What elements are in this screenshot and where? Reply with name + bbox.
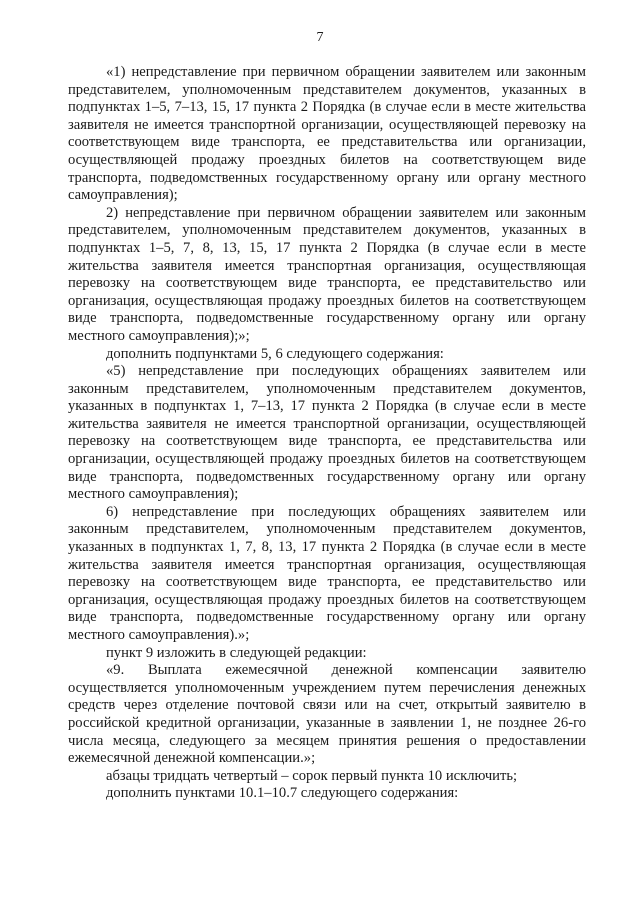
page-number: 7 [316,30,324,45]
paragraph-item-9: «9. Выплата ежемесячной денежной компенсации заявителю осуществляется уполномоченным учреждением путем перечисления денежных средств через отделение почтовой связи или на счет, открытый заявителю в российской кредитной организации, указанные в заявлении 1, не позднее 26-го числа месяца, следующего за месяцем принятия решения о предоставлении ежемесячной денежной компенсации.»; [68,662,586,767]
paragraph-subitem-5: «5) непредставление при последующих обращениях заявителем или законным представителем, уполномоченным представителем документов, указанных в подпунктах 1, 7–13, 17 пункта 2 Порядка (в случае если в месте жительства заявителя не имеется транспортной организации, осуществляющей перевозку на соответствующем виде транспорта, ее представительства или организации, осуществляющей продажу проездных билетов на соответствующем виде транспорта, подведомственных государственному органу или органу местного самоуправления); [68,363,586,503]
paragraph-instruction-item-9: пункт 9 изложить в следующей редакции: [106,644,367,661]
paragraph-subitem-6: 6) непредставление при последующих обращениях заявителем или законным представителем, уполномоченным представителем документов, указанных в подпунктах 1, 7, 8, 13, 17 пункта 2 Порядка (в случае если в месте жительства заявителя имеется транспортная организация, осуществляющая перевозку на соответствующем виде транспорта, ее представительство или организация, осуществляющая продажу проездных билетов на соответствующем виде транспорта, подведомственные государственному органу или органу местного самоуправления).»; [68,503,586,643]
paragraph-instruction-exclude: абзацы тридцать четвертый – сорок первый пункта 10 исключить; [106,767,518,784]
paragraph-subitem-2: 2) непредставление при первичном обращении заявителем или законным представителем, уполномоченным представителем документов, указанных в подпунктах 1–5, 7, 8, 13, 15, 17 пункта 2 Порядка (в случае если в месте жительства заявителя имеется транспортная организация, осуществляющая перевозку на соответствующем виде транспорта, ее представительство или организация, осуществляющая продажу проездных билетов на соответствующем виде транспорта, подведомственные государственному органу или органу местного самоуправления);»; [68,204,586,344]
document-body [68,64,586,803]
paragraph-instruction-add-items: дополнить пунктами 10.1–10.7 следующего содержания: [106,785,459,802]
paragraph-subitem-1: «1) непредставление при первичном обращении заявителем или законным представителем, уполномоченным представителем документов, указанных в подпунктах 1–5, 7–13, 15, 17 пункта 2 Порядка (в случае если в месте жительства заявителя не имеется транспортной организации, осуществляющей перевозку на соответствующем виде транспорта, ее представительства или организации, осуществляющей продажу проездных билетов на соответствующем виде транспорта, подведомственных государственному органу или органу местного самоуправления); [68,64,586,204]
paragraph-instruction-add-subitems: дополнить подпунктами 5, 6 следующего содержания: [106,345,444,362]
